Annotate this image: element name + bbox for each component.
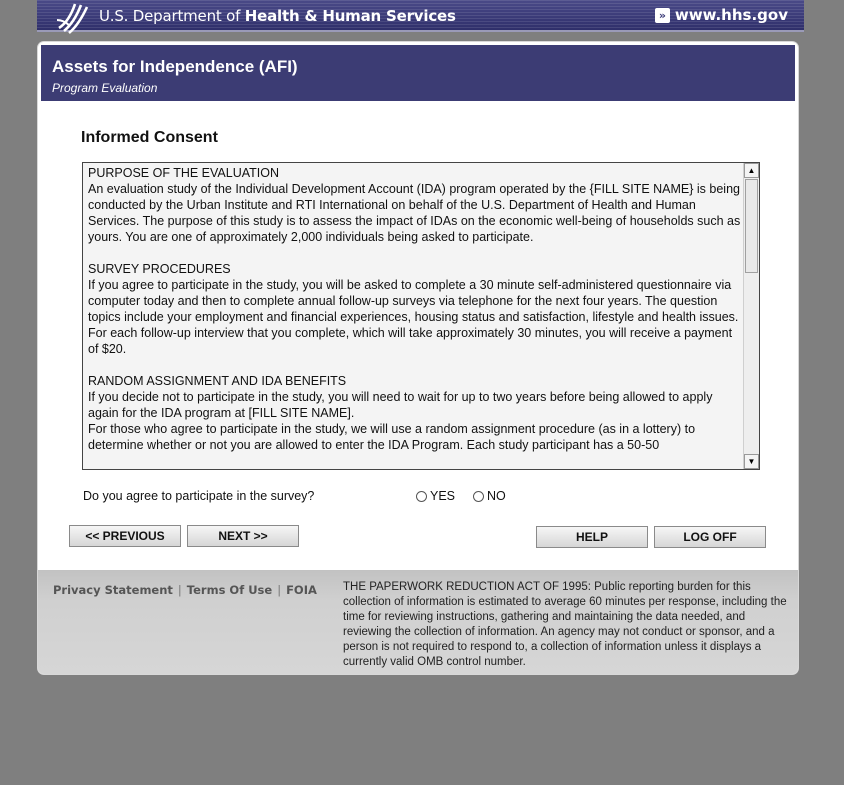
- radio-yes-label[interactable]: YES: [430, 489, 456, 503]
- main-panel: [38, 42, 798, 674]
- consent-text: [88, 165, 743, 469]
- hhs-gov-link[interactable]: [655, 6, 788, 24]
- radio-yes-circle[interactable]: [416, 491, 427, 502]
- radio-no-label[interactable]: NO: [487, 489, 506, 503]
- radio-yes[interactable]: [416, 489, 455, 503]
- consent-paragraph-random-assignment: RANDOM ASSIGNMENT AND IDA BENEFITS If you decide not to participate in the study, you will need to wait for up to two years before being allowed to apply again for the IDA program at [FILL SITE NAME]. For those who agree to participate in the study, we will use a random assignment procedure (as in a lottery) to determine whether or not you are allowed to enter the IDA Program. Each study participant has a 50-50: [88, 374, 713, 452]
- page-bottom-strip: [0, 785, 844, 800]
- app-subtitle: Program Evaluation: [52, 81, 158, 95]
- scroll-down-arrow-icon[interactable]: ▼: [744, 454, 759, 469]
- privacy-statement-link[interactable]: Privacy Statement: [53, 583, 173, 597]
- consent-text-box[interactable]: [82, 162, 760, 470]
- foia-link[interactable]: FOIA: [286, 583, 317, 597]
- radio-no[interactable]: [473, 489, 506, 503]
- consent-radio-group: [416, 489, 506, 503]
- double-chevron-right-icon: »: [655, 8, 670, 23]
- radio-no-circle[interactable]: [473, 491, 484, 502]
- app-title: Assets for Independence (AFI): [52, 57, 298, 76]
- consent-paragraph-survey-procedures: SURVEY PROCEDURES If you agree to participate in the study, you will be asked to complete a 30 minute self-administered questionnaire via computer today and then to complete annual follow-up surveys via telephone for the next four years. The question topics include your employment and financial experiences, housing status and satisfaction, lifestyle and health issues. For each follow-up interview that you complete, which will take approximately 30 minutes, you will receive a payment of $20.: [88, 262, 739, 356]
- log-off-button[interactable]: LOG OFF: [654, 526, 766, 548]
- hhs-gov-link-label: www.hhs.gov: [674, 6, 788, 24]
- footer-links: Privacy Statement | Terms Of Use | FOIA: [53, 583, 317, 597]
- previous-button[interactable]: << PREVIOUS: [69, 525, 181, 547]
- consent-paragraph-purpose: PURPOSE OF THE EVALUATION An evaluation study of the Individual Development Account (IDA) program operated by the {FILL SITE NAME} is being conducted by the Urban Institute and RTI International on behalf of the U.S. Department of Health and Human Services. The purpose of this study is to assess the impact of IDAs on the economic well-being of households such as yours. You are one of approximately 2,000 individuals being asked to participate.: [88, 166, 741, 244]
- next-button[interactable]: NEXT >>: [187, 525, 299, 547]
- hhs-department-name: U.S. Department of Health & Human Services: [99, 7, 456, 25]
- terms-of-use-link[interactable]: Terms Of Use: [186, 583, 273, 597]
- paperwork-reduction-notice: THE PAPERWORK REDUCTION ACT OF 1995: Public reporting burden for this collection of information is estimated to average 60 minutes per response, including the time for reviewing instructions, gathering and maintaining the data needed, and reviewing the collection of information. An agency may not conduct or sponsor, and a person is not required to respond to, a collection of information unless it displays a currently valid OMB control number.: [343, 581, 787, 668]
- page-title: Informed Consent: [81, 129, 218, 146]
- app-header: [41, 45, 795, 101]
- help-button[interactable]: HELP: [536, 526, 648, 548]
- footer: [38, 570, 798, 674]
- scroll-thumb[interactable]: [745, 179, 758, 273]
- hhs-banner: [37, 0, 804, 32]
- hhs-eagle-logo[interactable]: [53, 0, 93, 34]
- consent-question: Do you agree to participate in the survey?: [83, 489, 315, 503]
- consent-scrollbar[interactable]: [743, 163, 759, 469]
- scroll-up-arrow-icon[interactable]: ▲: [744, 163, 759, 178]
